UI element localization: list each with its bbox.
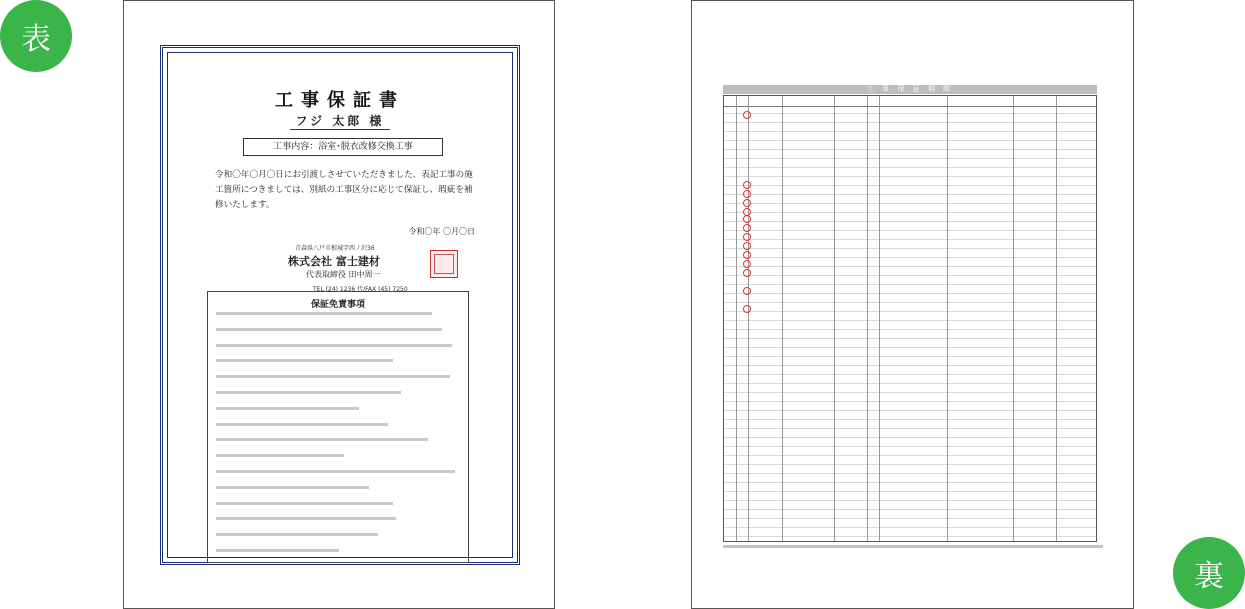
exemptions-box [207, 291, 469, 563]
exemption-line [216, 391, 401, 394]
certificate-recipient [163, 112, 517, 129]
company-phone: TEL (24) 1236 代/FAX (45) 7250 [313, 286, 408, 293]
exemption-line [216, 344, 452, 347]
certificate-title: 工事保証書 [275, 90, 405, 111]
exemptions-title: 保証免責事項 [310, 300, 365, 310]
table-column-divider [1056, 96, 1057, 541]
back-badge: 裏 [1173, 537, 1245, 609]
company-seal-icon [430, 250, 458, 278]
exemption-line [216, 470, 455, 473]
back-title: 工 事 保 証 期 間 [723, 85, 1097, 94]
recipient-name: フジ 太郎 様 [290, 114, 391, 130]
exemption-line [216, 533, 378, 536]
exemption-line [216, 502, 393, 505]
table-column-divider [947, 96, 948, 541]
exemption-line [216, 312, 432, 315]
circle-marker-icon [743, 190, 751, 198]
circle-marker-icon [743, 251, 751, 259]
company-representative: 代表取締役 田中周一 [306, 270, 381, 279]
circle-marker-icon [743, 111, 751, 119]
back-footnote [723, 545, 1103, 548]
circle-marker-icon [743, 260, 751, 268]
circle-marker-icon [743, 181, 751, 189]
table-column-divider [736, 96, 737, 541]
exemption-line [216, 407, 359, 410]
exemption-line [216, 517, 396, 520]
certificate-frame [160, 45, 520, 565]
table-column-divider [782, 96, 783, 541]
table-header-row [724, 96, 1096, 107]
circle-marker-icon [743, 199, 751, 207]
table-column-divider [834, 96, 835, 541]
exemption-line [216, 375, 450, 378]
circle-marker-icon [743, 224, 751, 232]
exemption-line [216, 549, 339, 552]
company-name: 株式会社 富士建材 [288, 255, 380, 268]
table-column-divider [867, 96, 868, 541]
company-address: 青森県八戸市根城字西ノ沢36 [295, 245, 375, 252]
circle-marker-icon [743, 242, 751, 250]
work-description: 工事内容：浴室･脱衣改修交換工事 [243, 138, 443, 156]
circle-marker-icon [743, 215, 751, 223]
table-column-divider [1013, 96, 1014, 541]
table-column-divider [879, 96, 880, 541]
exemption-line [216, 359, 393, 362]
certificate-body: 令和〇年〇月〇日にお引渡しさせていただきました、表記工事の施工箇所につきましては、別紙の工事区分に応じて保証し、瑕疵を補修いたします。 [215, 170, 473, 210]
certificate-date: 令和〇年 〇月〇日 [408, 227, 475, 236]
exemption-line [216, 423, 388, 426]
warranty-period-table [723, 95, 1097, 542]
exemption-line [216, 438, 428, 441]
exemption-line [216, 486, 369, 489]
circle-marker-icon [743, 305, 751, 313]
exemption-line [216, 454, 344, 457]
front-badge: 表 [0, 0, 72, 72]
table-column-divider [748, 96, 749, 541]
circle-marker-icon [743, 287, 751, 295]
circle-marker-icon [743, 269, 751, 277]
exemption-line [216, 328, 442, 331]
exemptions-list [216, 312, 462, 565]
circle-marker-icon [743, 233, 751, 241]
